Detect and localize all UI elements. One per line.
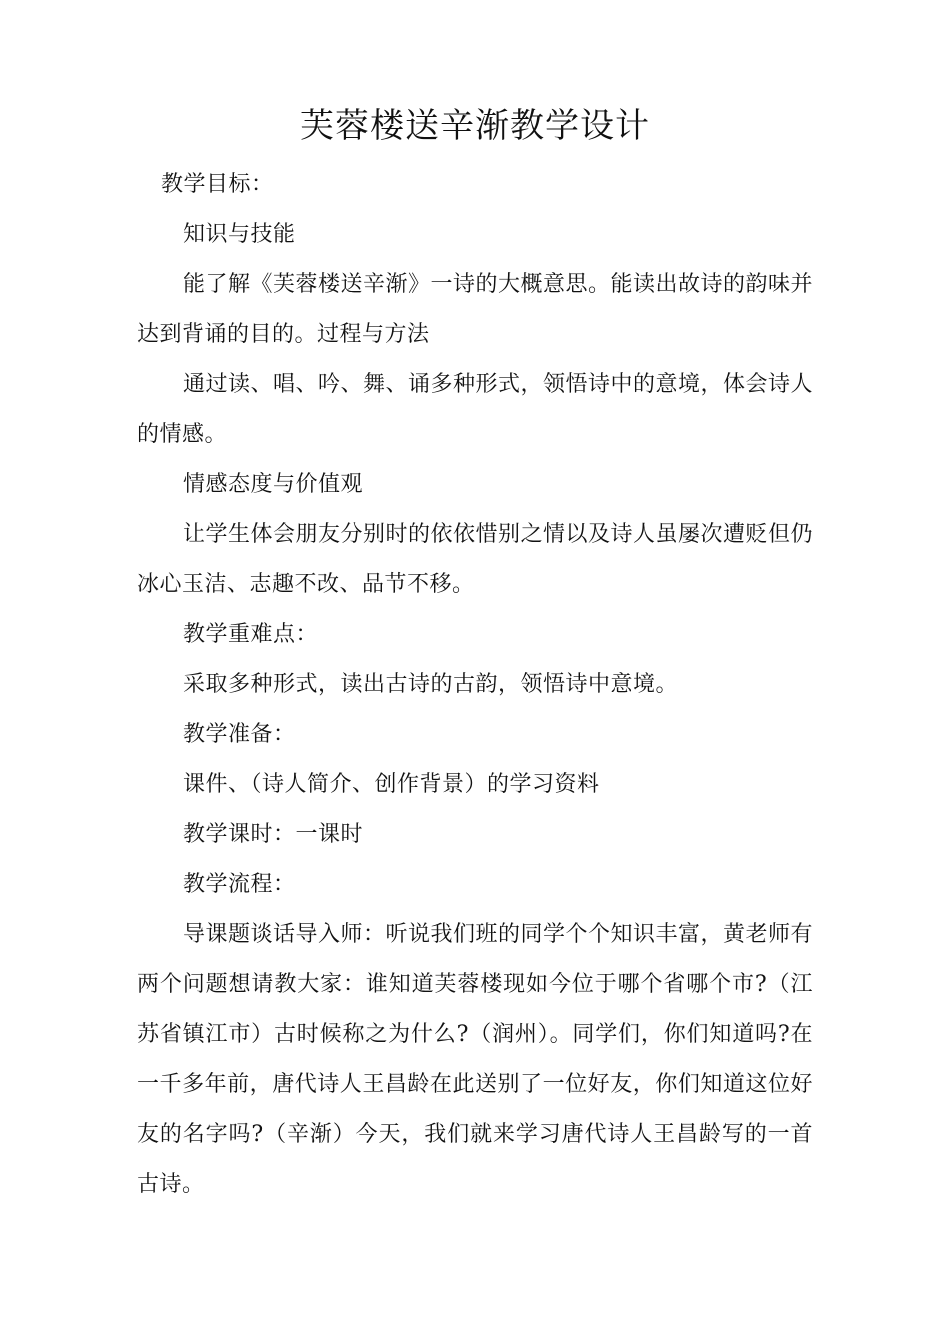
paragraph-introduction: 导课题谈话导入师：听说我们班的同学个个知识丰富，黄老师有两个问题想请教大家：谁知道芙蓉楼现如今位于哪个省哪个市?（江苏省镇江市）古时候称之为什么?（润州）。同学们，你们知道吗?在一千多年前，唐代诗人王昌龄在此送别了一位好友，你们知道这位好友的名字吗?（辛渐）今天，我们就来学习唐代诗人王昌龄写的一首古诗。: [137, 922, 814, 1197]
subheading-knowledge-skills: 知识与技能: [183, 222, 296, 247]
heading-preparation: 教学准备：: [183, 722, 296, 747]
document-body: [137, 160, 813, 1210]
document-title: 芙蓉楼送辛渐教学设计: [300, 106, 650, 146]
heading-teaching-goals: 教学目标：: [161, 172, 274, 197]
paragraph-preparation: 课件、（诗人简介、创作背景）的学习资料: [183, 772, 600, 797]
paragraph-class-hours: 教学课时：一课时: [183, 822, 364, 847]
subheading-emotion-values: 情感态度与价值观: [183, 472, 364, 497]
heading-key-difficulties: 教学重难点：: [183, 622, 319, 647]
paragraph-emotion-goal: 让学生体会朋友分别时的依依惜别之情以及诗人虽屡次遭贬但仍冰心玉洁、志趣不改、品节不移。: [137, 522, 814, 597]
paragraph-process-method: 通过读、唱、吟、舞、诵多种形式，领悟诗中的意境，体会诗人的情感。: [137, 372, 814, 447]
heading-teaching-process: 教学流程：: [183, 872, 296, 897]
paragraph-key-difficulties: 采取多种形式，读出古诗的古韵，领悟诗中意境。: [183, 672, 679, 697]
paragraph-knowledge-goal: 能了解《芙蓉楼送辛渐》一诗的大概意思。能读出故诗的韵味并达到背诵的目的。过程与方法: [137, 272, 814, 347]
